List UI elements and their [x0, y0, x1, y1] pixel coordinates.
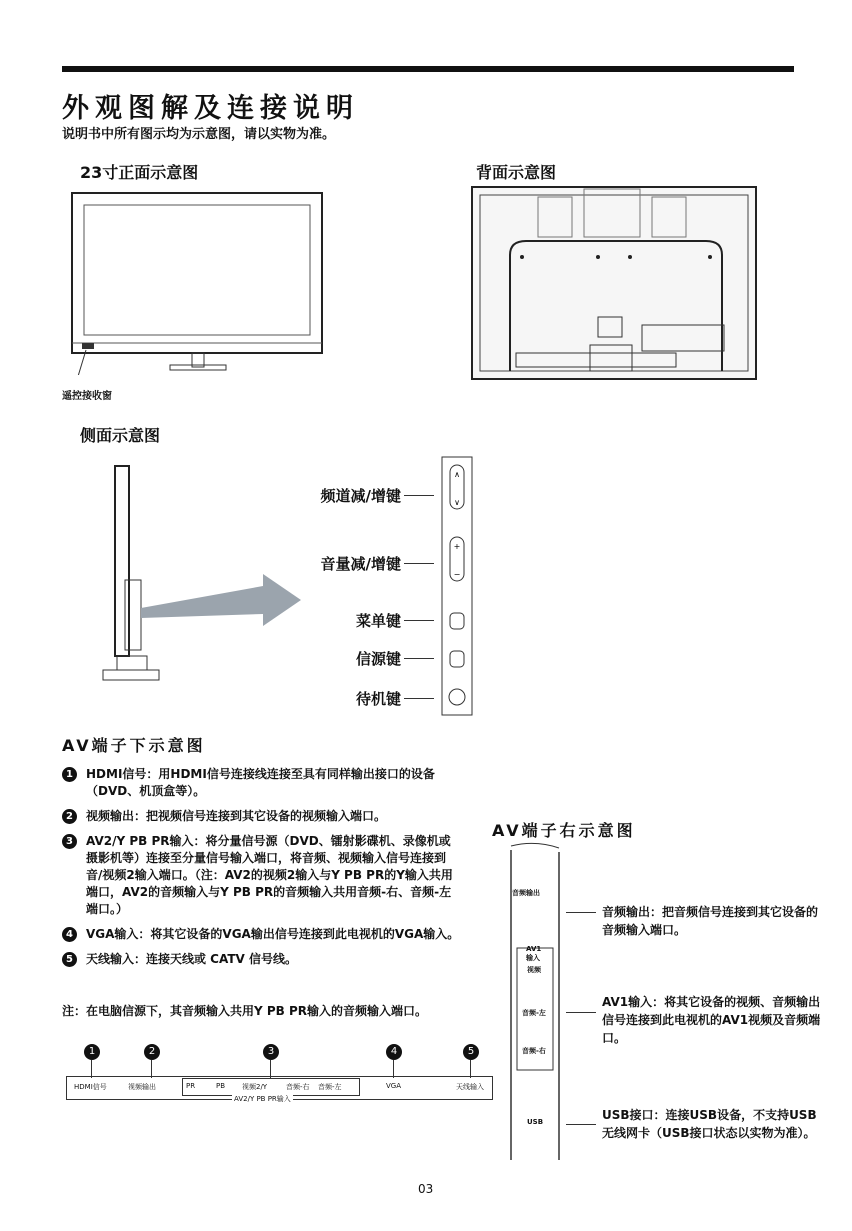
av-right-caption: AV端子右示意图 [492, 821, 636, 840]
list-item: 5 天线输入：连接天线或 CATV 信号线。 [62, 951, 462, 968]
port-number: 3 [263, 1044, 279, 1060]
port-label-video2: 视频2/Y [242, 1083, 268, 1091]
audio-out-description: 音频输出：把音频信号连接到其它设备的音频输入端口。 [602, 905, 819, 937]
port-label-audio-r: 音频-右 [286, 1083, 310, 1091]
list-item: 4 VGA输入：将其它设备的VGA输出信号连接到此电视机的VGA输入。 [62, 926, 462, 943]
port-number: 4 [386, 1044, 402, 1060]
port-number: 5 [463, 1044, 479, 1060]
port-label-pr: PR [186, 1082, 196, 1090]
leader-line [393, 1060, 394, 1078]
channel-button-label: 频道减/增键 [320, 487, 401, 505]
leader-line [270, 1060, 271, 1078]
svg-text:+: + [453, 542, 461, 551]
vga-audio-note: 注：在电脑信源下，其音频输入共用Y PB PR输入的音频输入端口。 [62, 1004, 428, 1018]
leader-line [404, 620, 434, 621]
illustration-note: 说明书中所有图示均为示意图，请以实物为准。 [62, 127, 336, 142]
leader-line [91, 1060, 92, 1078]
port-label-usb: USB [527, 1118, 544, 1126]
port-label-antenna: 天线输入 [456, 1083, 484, 1091]
leader-line [404, 495, 434, 496]
side-caption: 侧面示意图 [80, 426, 161, 445]
svg-text:∨: ∨ [454, 498, 460, 507]
standby-button-label: 待机键 [355, 690, 401, 708]
front-caption: 23寸正面示意图 [80, 163, 199, 182]
port-label-hdmi: HDMI信号 [74, 1083, 107, 1091]
port-label-audio-l: 音频-左 [318, 1083, 342, 1091]
bottom-port-panel [66, 1040, 491, 1110]
front-tv-illustration [62, 185, 332, 375]
svg-text:∧: ∧ [454, 470, 460, 479]
port-label-audio-out: 音频输出 [512, 889, 540, 897]
port-label-av1: AV1 输入 [526, 945, 542, 962]
usb-description: USB接口：连接USB设备，不支持USB无线网卡（USB接口状态以实物为准）。 [602, 1108, 817, 1140]
port-label-pb: PB [216, 1082, 226, 1090]
port-label-vga: VGA [386, 1082, 402, 1090]
remote-receiver-label: 遥控接收窗 [62, 391, 112, 402]
leader-line [151, 1060, 152, 1078]
source-button-label: 信源键 [355, 650, 401, 668]
port-label-video-out: 视频输出 [128, 1083, 156, 1091]
leader-line [470, 1060, 471, 1078]
port-label-audio-left: 音频-左 [522, 1009, 546, 1017]
back-caption: 背面示意图 [476, 163, 557, 182]
list-item: 2 视频输出：把视频信号连接到其它设备的视频输入端口。 [62, 808, 462, 825]
leader-line [566, 1012, 596, 1013]
list-item: 3 AV2/Y PB PR输入：将分量信号源（DVD、镭射影碟机、录像机或摄影机等）连接至分量信号输入端口，将音频、视频输入信号连接到音/视频2输入端口。（注：AV2的视频2输入与Y PB PR的Y输入共用端口，AV2的音频输入与Y PB PR的音频输入共用音频-右、音频-左端口。） [62, 833, 462, 918]
header-rule [62, 66, 794, 72]
av-bottom-caption: AV端子下示意图 [62, 736, 206, 755]
svg-text:−: − [453, 570, 461, 579]
menu-button-label: 菜单键 [355, 612, 401, 630]
port-number: 2 [144, 1044, 160, 1060]
leader-line [404, 698, 434, 699]
leader-line [566, 912, 596, 913]
list-item: 1 HDMI信号：用HDMI信号连接线连接至具有同样输出接口的设备（DVD、机顶盒等）。 [62, 766, 462, 800]
port-label-audio-right: 音频-右 [522, 1047, 546, 1055]
av2-group-label: AV2/Y PB PR输入 [234, 1095, 291, 1103]
volume-button-label: 音量减/增键 [320, 555, 401, 573]
page-number: 03 [418, 1182, 434, 1196]
back-tv-illustration [470, 185, 760, 385]
side-button-labels [14, 455, 464, 719]
leader-line [404, 563, 434, 564]
port-number: 1 [84, 1044, 100, 1060]
leader-line [404, 658, 434, 659]
page-title: 外观图解及连接说明 [62, 93, 359, 124]
av1-description: AV1输入：将其它设备的视频、音频输出信号连接到此电视机的AV1视频及音频端口。 [602, 995, 821, 1045]
connection-list [62, 766, 462, 976]
leader-line [566, 1124, 596, 1125]
port-label-av1-video: 视频 [527, 966, 541, 974]
